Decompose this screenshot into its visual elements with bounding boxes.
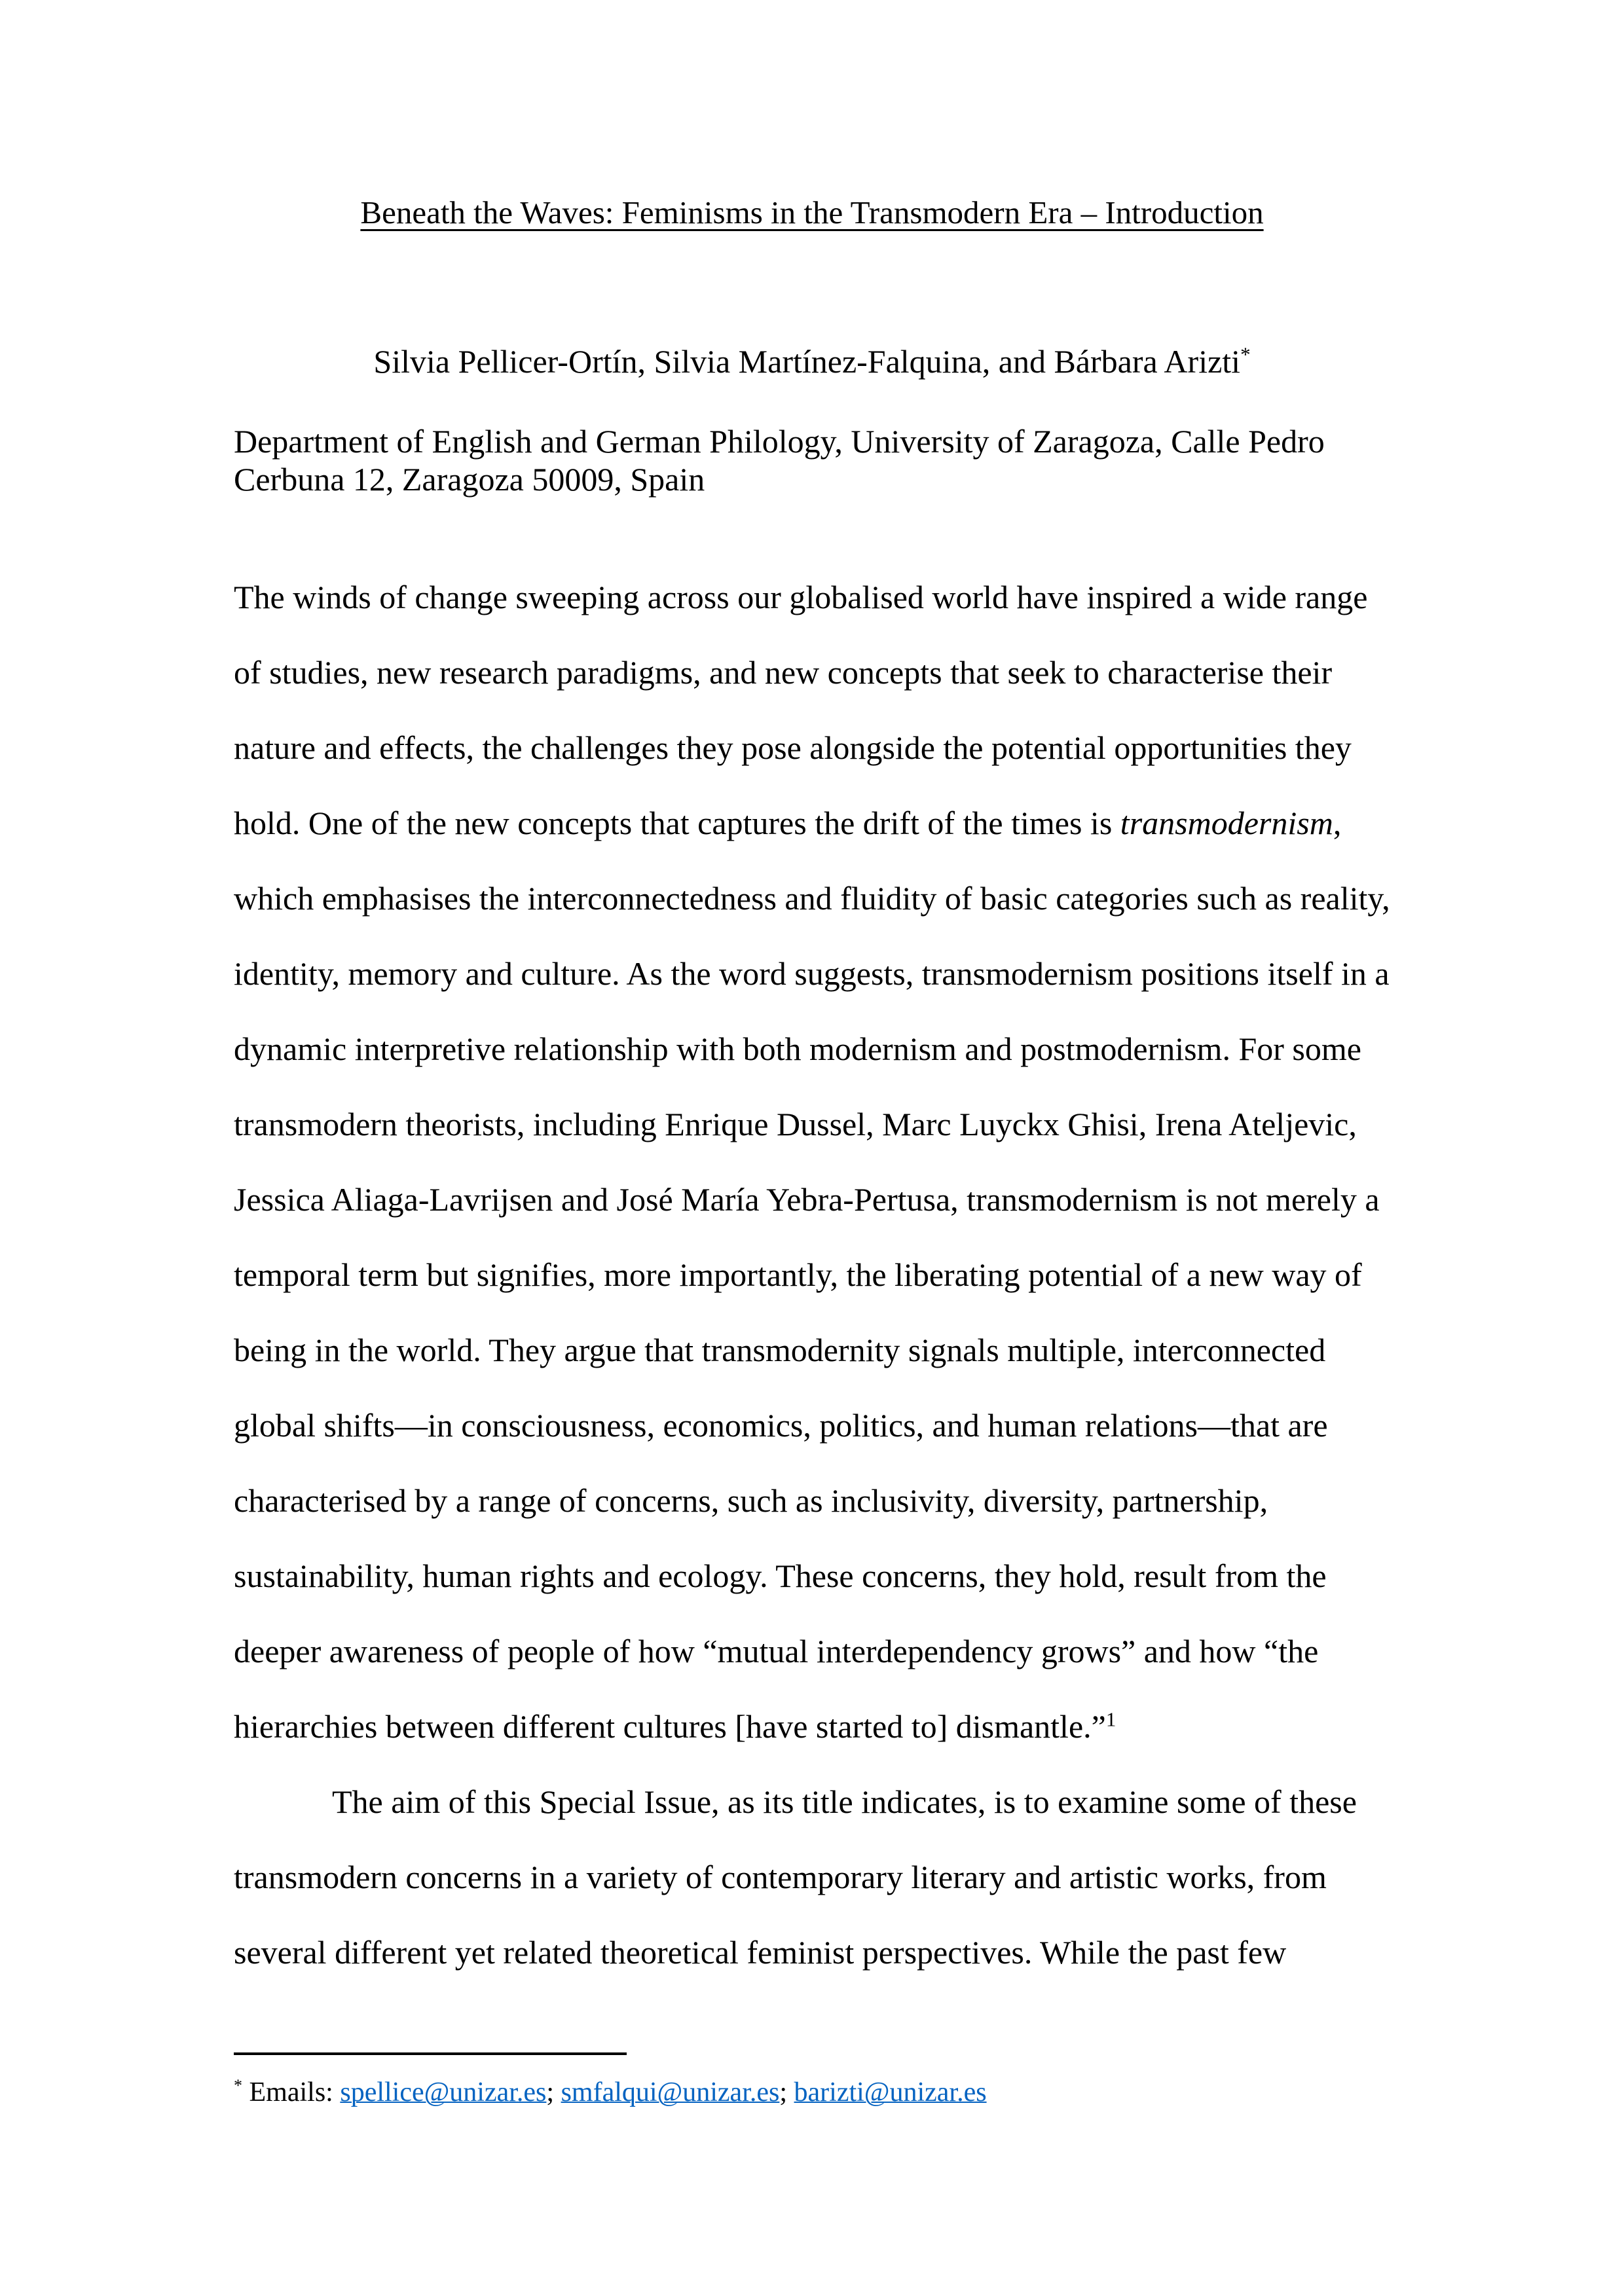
text-line: temporal term but signifies, more importantly, the liberating potential of a new way of <box>234 1256 1362 1293</box>
author-footnote-marker: * <box>1240 342 1251 366</box>
paper-title-text: Beneath the Waves: Feminisms in the Transmodern Era – Introduction <box>360 194 1264 230</box>
text-line: Cerbuna 12, Zaragoza 50009, Spain <box>234 461 705 498</box>
email-link[interactable]: spellice@unizar.es <box>340 2077 547 2107</box>
body-paragraph-2 <box>234 1764 1406 1990</box>
text-line: sustainability, human rights and ecology. These concerns, they hold, result from the <box>234 1558 1327 1594</box>
body-text <box>234 560 1406 1990</box>
footnote-line: * Emails: spellice@unizar.es; smfalqui@unizar.es; barizti@unizar.es <box>234 2076 987 2107</box>
text-line: hierarchies between different cultures [have started to] dismantle.”$^1$ <box>234 1707 1116 1745</box>
body-paragraph-1 <box>234 560 1406 1764</box>
text-line: transmodern theorists, including Enrique Dussel, Marc Luyckx Ghisi, Irena Ateljevic, <box>234 1106 1357 1142</box>
text-line: The winds of change sweeping across our globalised world have inspired a wide range <box>234 579 1368 615</box>
authors-names: Silvia Pellicer-Ortín, Silvia Martínez-Falquina, and Bárbara Arizti <box>373 343 1241 380</box>
text-line: deeper awareness of people of how “mutual interdependency grows” and how “the <box>234 1633 1319 1669</box>
text-line: dynamic interpretive relationship with both modernism and postmodernism. For some <box>234 1030 1361 1067</box>
text-line: transmodern concerns in a variety of contemporary literary and artistic works, from <box>234 1859 1327 1895</box>
text-line: several different yet related theoretical feminist perspectives. While the past few <box>234 1934 1287 1971</box>
email-link[interactable]: smfalqui@unizar.es <box>561 2077 780 2107</box>
affiliation <box>234 422 1406 498</box>
text-line: of studies, new research paradigms, and new concepts that seek to characterise their <box>234 654 1333 691</box>
authors-line <box>232 342 1392 380</box>
text-line: hold. One of the new concepts that captures the drift of the times is transmodernism, <box>234 805 1342 841</box>
text-line: identity, memory and culture. As the word suggests, transmodernism positions itself in a <box>234 955 1390 992</box>
text-line: being in the world. They argue that transmodernity signals multiple, interconnected <box>234 1332 1326 1368</box>
text-line: characterised by a range of concerns, such as inclusivity, diversity, partnership, <box>234 1482 1268 1519</box>
paper-title <box>232 194 1392 231</box>
footnote-marker: * <box>234 2076 243 2095</box>
text-line: Department of English and German Philology, University of Zaragoza, Calle Pedro <box>234 423 1325 460</box>
text-line: nature and effects, the challenges they pose alongside the potential opportunities they <box>234 729 1352 766</box>
text-line: The aim of this Special Issue, as its title indicates, is to examine some of these <box>332 1783 1357 1820</box>
footnote <box>234 2074 1406 2111</box>
text-line: Jessica Aliaga-Lavrijsen and José María Yebra-Pertusa, transmodernism is not merely a <box>234 1181 1380 1218</box>
footnote-separator <box>234 2052 627 2055</box>
email-link[interactable]: barizti@unizar.es <box>794 2077 987 2107</box>
text-line: global shifts—in consciousness, economics, politics, and human relations—that are <box>234 1407 1328 1444</box>
text-line: which emphasises the interconnectedness and fluidity of basic categories such as reality, <box>234 880 1390 917</box>
